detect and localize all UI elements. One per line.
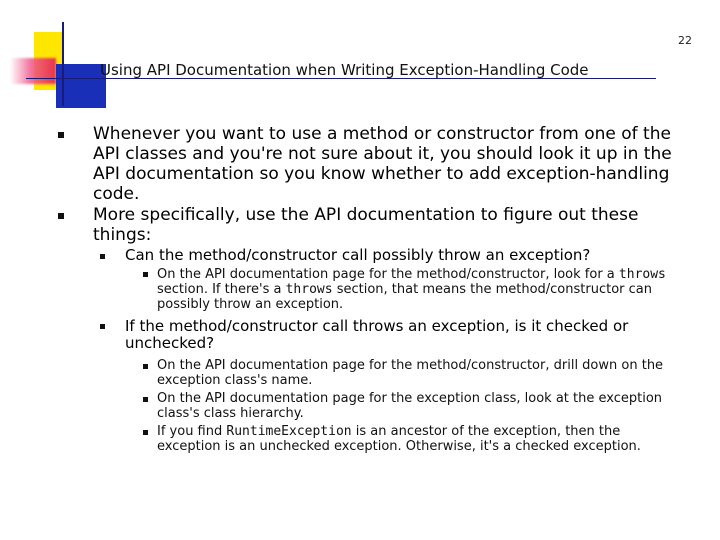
bullet-icon <box>143 430 148 435</box>
bullet-2-2-1-text: On the API documentation page for the method/constructor, drill down on the exception class's name. <box>157 358 664 388</box>
bullet-icon <box>58 132 64 138</box>
bullet-2-1-text: Can the method/constructor call possibly throw an exception? <box>125 246 591 264</box>
bullet-icon <box>100 324 105 329</box>
slide-logo-decoration <box>0 0 110 110</box>
bullet-icon <box>143 272 148 277</box>
bullet-1-text: Whenever you want to use a method or constructor from one of the API classes and you're not sure about it, you should look it up in the API documentation so you know whether to add exception-handling code. <box>93 124 672 204</box>
bullet-2-2-text: If the method/constructor call throws an exception, is it checked or unchecked? <box>125 317 629 352</box>
bullet-icon <box>100 254 105 259</box>
page-number: 22 <box>678 34 692 47</box>
slide-title: Using API Documentation when Writing Exception-Handling Code <box>100 61 589 79</box>
bullet-icon <box>58 213 64 219</box>
bullet-2-2-3-text: If you find RuntimeException is an ancestor of the exception, then the exception is an unchecked exception. Otherwise, it's a checked exception. <box>157 424 641 454</box>
bullet-2-1-1-text: On the API documentation page for the method/constructor, look for a throws section. If there's a throws section, that means the method/constructor can possibly throw an exception. <box>157 267 666 312</box>
bullet-icon <box>143 397 148 402</box>
code-throws: throws <box>285 282 333 297</box>
bullet-2-2-2-text: On the API documentation page for the exception class, look at the exception class's class hierarchy. <box>157 391 663 421</box>
bullet-2-text: More specifically, use the API documentation to figure out these things: <box>93 205 639 245</box>
bullet-icon <box>143 364 148 369</box>
code-runtimeexception: RuntimeException <box>226 424 352 439</box>
code-throws: throws <box>618 267 666 282</box>
